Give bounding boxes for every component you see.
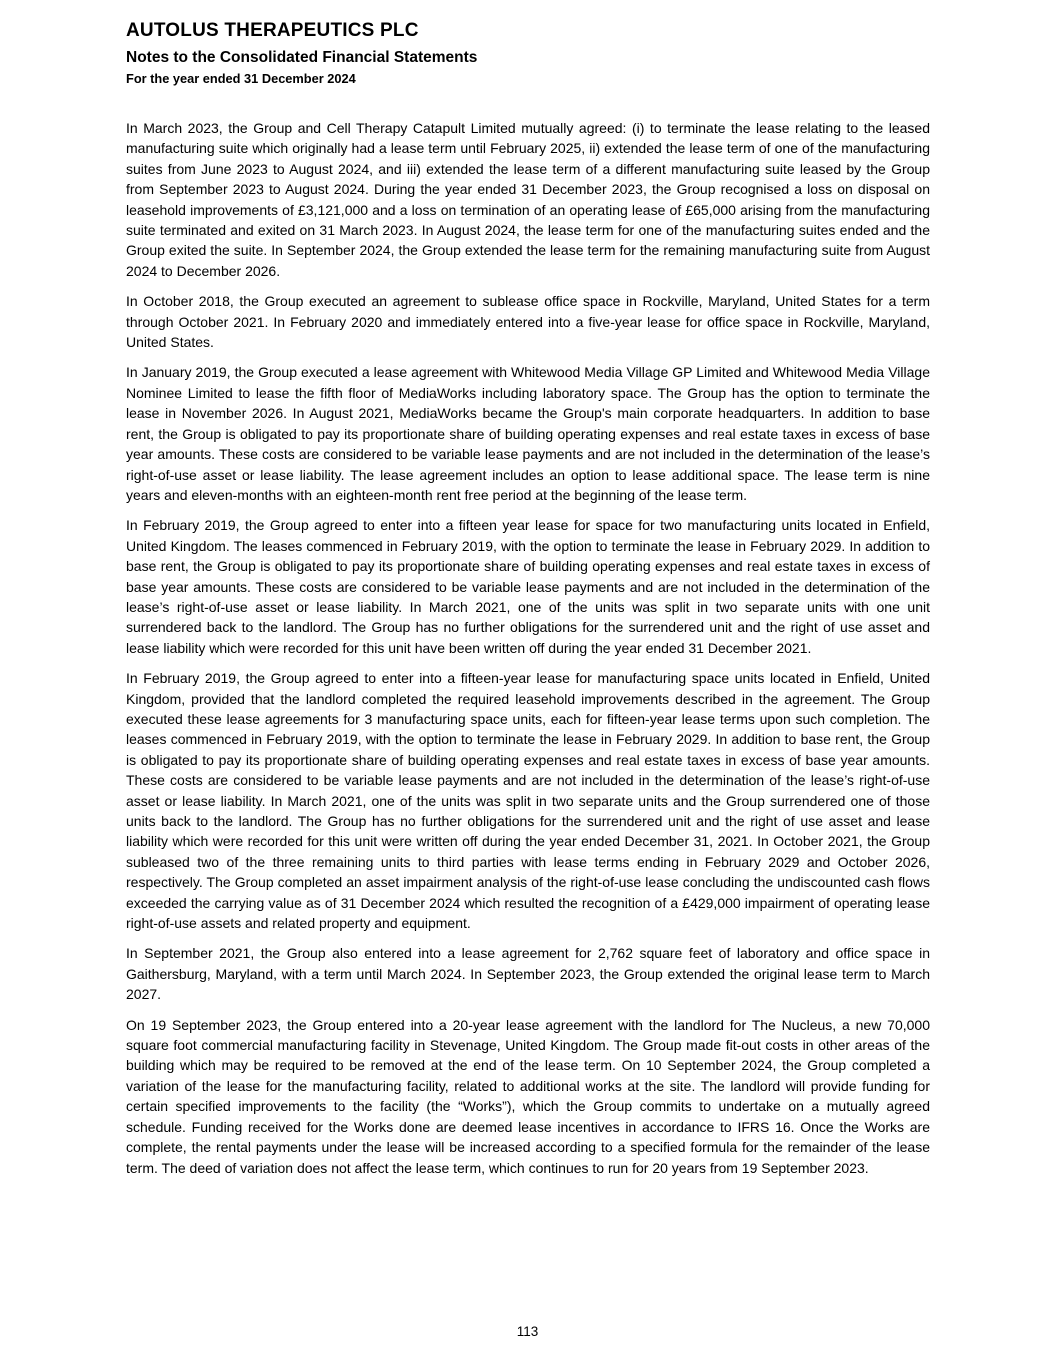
paragraph-february-2019-enfield-manufacturing-units: In February 2019, the Group agreed to enter into a fifteen-year lease for manufacturing space units located in Enfield, United Kingdom, provided that the landlord completed the required leasehold improvements described in the agreement. The Group executed these lease agreements for 3 manufacturing space units, each for fifteen-year lease terms upon such completion. The leases commenced in February 2019, with the option to terminate the lease in February 2029. In addition to base rent, the Group is obligated to pay its proportionate share of building operating expenses and real estate taxes in excess of base year amounts. These costs are considered to be variable lease payments and are not included in the determination of the lease’s right-of-use asset or lease liability. In March 2021, one of the units was split in two separate units and the Group surrendered one of those units back to the landlord. The Group has no further obligations for the surrendered unit and the right of use asset and lease liability which were recorded for this unit were written off during the year ended December 31, 2021. In October 2021, the Group subleased two of the three remaining units to third parties with lease terms ending in February 2029 and October 2026, respectively. The Group completed an asset impairment analysis of the right-of-use lease concluding the undiscounted cash flows exceeded the carrying value as of 31 December 2024 which resulted the recognition of a £429,000 impairment of operating lease right-of-use assets and related property and equipment. bbox=[126, 670, 930, 932]
paragraph-march-2023-catapult-lease: In March 2023, the Group and Cell Therapy Catapult Limited mutually agreed: (i) to terminate the lease relating to the leased manufacturing suite which originally had a lease term until February 2025, ii) extended the lease term of one of the manufacturing suites from June 2023 to August 2024, and iii) extended the lease term of a different manufacturing suite leased by the Group from September 2023 to August 2024. During the year ended 31 December 2023, the Group recognised a loss on disposal on leasehold improvements of £3,121,000 and a loss on termination of an operating lease of £65,000 arising from the manufacturing suite terminated and exited on 31 March 2023. In August 2024, the lease term for one of the manufacturing suites ended and the Group exited the suite. In September 2024, the Group extended the lease term for the remaining manufacturing suite from August 2024 to December 2026. bbox=[126, 120, 930, 279]
reporting-period: For the year ended 31 December 2024 bbox=[126, 71, 356, 86]
paragraph-february-2019-enfield-two-units: In February 2019, the Group agreed to enter into a fifteen year lease for space for two manufacturing units located in Enfield, United Kingdom. The leases commenced in February 2019, with the option to terminate the lease in February 2029. In addition to base rent, the Group is obligated to pay its proportionate share of building operating expenses and real estate taxes in excess of base year amounts. These costs are considered to be variable lease payments and are not included in the determination of the lease’s right-of-use asset or lease liability. In March 2021, one of the units was split in two separate units with one unit surrendered back to the landlord. The Group has no further obligations for the surrendered unit and the right of use asset and lease liability which were recorded for this unit have been written off during the year ended 31 December 2021. bbox=[126, 517, 930, 656]
paragraph-october-2018-rockville-sublease: In October 2018, the Group executed an agreement to sublease office space in Rockville, Maryland, United States for a term through October 2021. In February 2020 and immediately entered into a five-year lease for office space in Rockville, Maryland, United States. bbox=[126, 293, 930, 351]
paragraph-september-2023-nucleus-lease: On 19 September 2023, the Group entered into a 20-year lease agreement with the landlord for The Nucleus, a new 70,000 square foot commercial manufacturing facility in Stevenage, United Kingdom. The Group made fit-out costs in other areas of the building which may be required to be removed at the end of the lease term. On 10 September 2024, the Group completed a variation of the lease for the manufacturing facility, related to additional works at the site. The landlord will provide funding for certain specified improvements to the facility (the “Works”), which the Group commits to undertake on a mutually agreed schedule. Funding received for the Works done are deemed lease incentives in accordance to IFRS 16. Once the Works are complete, the rental payments under the lease will be increased according to a specified formula for the remainder of the lease term. The deed of variation does not affect the lease term, which continues to run for 20 years from 19 September 2023. bbox=[126, 1016, 930, 1176]
company-name: AUTOLUS THERAPEUTICS PLC bbox=[126, 20, 419, 41]
notes-body bbox=[126, 118, 930, 1178]
document-header bbox=[126, 20, 930, 86]
page-number: 113 bbox=[516, 1324, 539, 1339]
paragraph-september-2021-gaithersburg-lease: In September 2021, the Group also entered into a lease agreement for 2,762 square feet of laboratory and office space in Gaithersburg, Maryland, with a term until March 2024. In September 2023, the Group extended the original lease term to March 2027. bbox=[126, 945, 930, 1003]
document-title: Notes to the Consolidated Financial Statements bbox=[126, 49, 478, 66]
paragraph-january-2019-mediaworks-lease: In January 2019, the Group executed a lease agreement with Whitewood Media Village GP Limited and Whitewood Media Village Nominee Limited to lease the fifth floor of MediaWorks including laboratory space. The Group has the option to terminate the lease in November 2026. In August 2021, MediaWorks became the Group's main corporate headquarters. In addition to base rent, the Group is obligated to pay its proportionate share of building operating expenses and real estate taxes in excess of base year amounts. These costs are considered to be variable lease payments and are not included in the determination of the lease’s right-of-use asset or lease liability. The lease agreement includes an option to lease additional space. The lease term is nine years and eleven-months with an eighteen-month rent free period at the beginning of the lease term. bbox=[126, 364, 930, 503]
